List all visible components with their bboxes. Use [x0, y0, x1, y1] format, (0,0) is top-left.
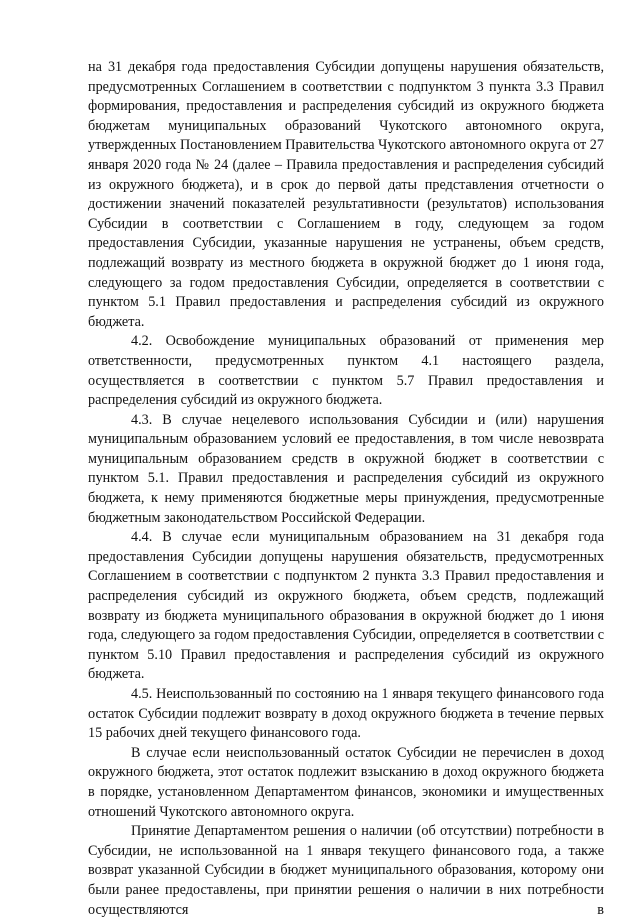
- document-page: [88, 58, 604, 920]
- paragraph-4-5: 4.5. Неиспользованный по состоянию на 1 января текущего финансового года остаток Субсидии подлежит возврату в доход окружного бюджета в течение первых 15 рабочих дней текущего финансового года.: [88, 686, 604, 742]
- paragraph-department-decision: Принятие Департаментом решения о наличии (об отсутствии) потребности в Субсидии, не использованной на 1 января текущего финансового года, а также возврат указанной Субсидии в бюджет муниципального образования, которому они были ранее предоставлены, при принятии решения о наличии в них потребности осуществляются в: [88, 823, 604, 918]
- paragraph-4-3: 4.3. В случае нецелевого использования Субсидии и (или) нарушения муниципальным образованием условий ее предоставления, в том числе невозврата муниципальным образованием средств в окружной бюджет в соответствии с пунктом 5.1. Правил предоставления и распределения субсидий из окружного бюджета, к нему применяются бюджетные меры принуждения, предусмотренные бюджетным законодательством Российской Федерации.: [88, 411, 604, 526]
- paragraph-4-2: 4.2. Освобождение муниципальных образований от применения мер ответственности, предусмотренных пунктом 4.1 настоящего раздела, осуществляется в соответствии с пунктом 5.7 Правил предоставления и распределения субсидий из окружного бюджета.: [88, 333, 604, 409]
- paragraph-unspent-balance: В случае если неиспользованный остаток Субсидии не перечислен в доход окружного бюджета, этот остаток подлежит взысканию в доход окружного бюджета в порядке, установленном Департаментом финансов, экономики и имущественных отношений Чукотского автономного округа.: [88, 744, 604, 820]
- paragraph-4-4: 4.4. В случае если муниципальным образованием на 31 декабря года предоставления Субсидии допущены нарушения обязательств, предусмотренных Соглашением в соответствии с подпунктом 2 пункта 3.3 Правил предоставления и распределения субсидий из окружного бюджета, объем средств, подлежащий возврату из бюджета муниципального образования в окружной бюджет до 1 июня года, следующего за годом предоставления Субсидии, определяется в соответствии с пунктом 5.10 Правил предоставления и распределения субсидий из окружного бюджета.: [88, 529, 604, 683]
- paragraph-1-continuation: на 31 декабря года предоставления Субсидии допущены нарушения обязательств, предусмотренных Соглашением в соответствии с подпунктом 3 пункта 3.3 Правил формирования, предоставления и распределения субсидий из окружного бюджета бюджетам муниципальных образований Чукотского автономного округа, утвержденных Постановлением Правительства Чукотского автономного округа от 27 января 2020 года № 24 (далее – Правила предоставления и распределения субсидий из окружного бюджета), и в срок до первой даты представления отчетности о достижении значений показателей результативности (результатов) использования Субсидии в соответствии с Соглашением в году, следующем за годом предоставления Субсидии, указанные нарушения не устранены, объем средств, подлежащий возврату из местного бюджета в окружной бюджет до 1 июня года, следующего за годом предоставления Субсидии, определяется в соответствии с пунктом 5.1 Правил предоставления и распределения субсидий из окружного бюджета.: [88, 59, 604, 330]
